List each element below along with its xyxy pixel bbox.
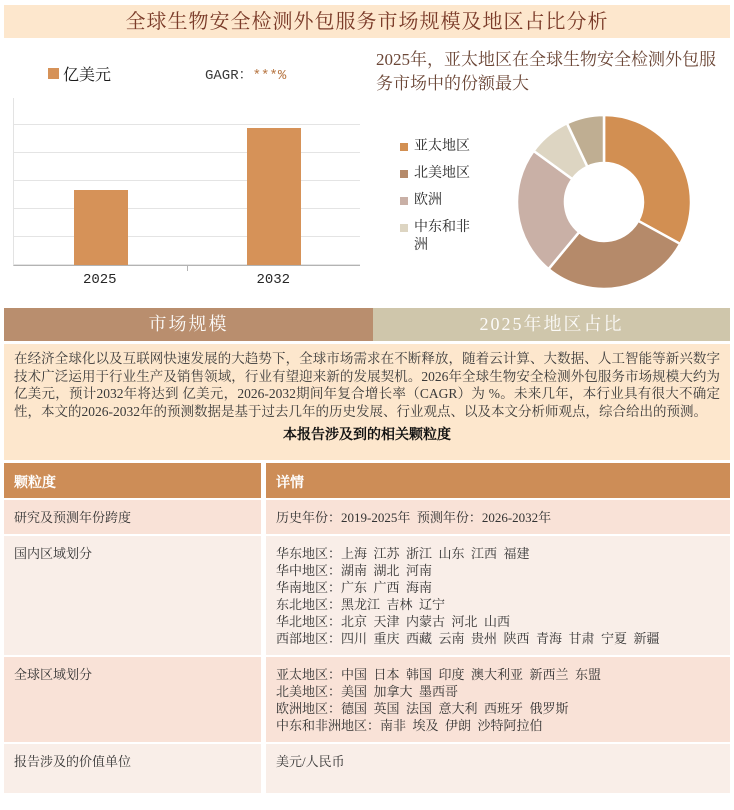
- charts-section: [0, 38, 734, 307]
- page-title-banner: [4, 5, 730, 38]
- section-tabs: [4, 308, 730, 341]
- table-row: [4, 744, 730, 793]
- x-label-2025: 2025: [82, 272, 117, 288]
- detail-line: 欧洲地区：德国 英国 法国 意大利 西班牙 俄罗斯: [276, 701, 569, 716]
- cagr-value: ***%: [252, 68, 287, 84]
- donut-legend-label: 欧洲: [414, 193, 442, 208]
- donut-legend-label: 中东和非洲: [414, 220, 470, 253]
- bar-2032: [247, 128, 301, 265]
- unit-legend-label: 亿美元: [63, 67, 112, 84]
- x-axis-labels: [13, 272, 360, 288]
- cagr-prefix: GAGR：: [205, 68, 253, 84]
- bar-slot-2032: [187, 98, 360, 265]
- table-row: [4, 657, 730, 742]
- donut-legend-item: [400, 138, 480, 156]
- donut-chart: [370, 38, 734, 307]
- tab-region-share[interactable]: 2025年地区占比: [373, 308, 730, 341]
- page-title: 全球生物安全检测外包服务市场规模及地区占比分析: [125, 11, 609, 33]
- row-details: [266, 536, 730, 655]
- detail-line: 华南地区：广东 广西 海南: [276, 580, 433, 595]
- legend-swatch-icon: [400, 224, 408, 232]
- row-label: 报告涉及的价值单位: [4, 744, 261, 793]
- donut-legend-item: [400, 192, 480, 210]
- row-label: 研究及预测年份跨度: [4, 500, 261, 534]
- legend-swatch-icon: [400, 143, 408, 151]
- detail-line: 华东地区：上海 江苏 浙江 山东 江西 福建: [276, 546, 530, 561]
- donut-legend-item: [400, 219, 480, 255]
- legend-swatch-icon: [400, 197, 408, 205]
- detail-line: 北美地区：美国 加拿大 墨西哥: [276, 684, 459, 699]
- detail-line: 中东和非洲地区：南非 埃及 伊朗 沙特阿拉伯: [276, 718, 543, 733]
- row-label: 全球区域划分: [4, 657, 261, 742]
- detail-line: 历史年份：2019-2025年 预测年份：2026-2032年: [276, 510, 552, 525]
- donut-legend-label: 亚太地区: [414, 139, 470, 154]
- detail-line: 华北地区：北京 天津 内蒙古 河北 山西: [276, 614, 511, 629]
- bar-2025: [74, 190, 128, 265]
- tab-market-size[interactable]: 市场规模: [4, 308, 373, 341]
- x-axis-tick: [187, 265, 188, 271]
- bar-chart-legend: [48, 62, 111, 85]
- table-header-details: 详情: [266, 463, 730, 498]
- x-label-2032: 2032: [256, 272, 291, 288]
- row-details: [266, 744, 730, 793]
- cagr-label: [205, 64, 286, 84]
- table-header-row: [4, 463, 730, 498]
- table-row: [4, 500, 730, 534]
- legend-swatch-icon: [400, 170, 408, 178]
- table-header-granularity: 颗粒度: [4, 463, 261, 498]
- donut-plot: [515, 113, 693, 291]
- row-details: [266, 657, 730, 742]
- description-section: [4, 344, 730, 460]
- donut-legend-item: [400, 165, 480, 183]
- detail-line: 东北地区：黑龙江 吉林 辽宁: [276, 597, 446, 612]
- donut-headline: 2025年，亚太地区在全球生物安全检测外包服务市场中的份额最大: [376, 50, 716, 93]
- bar-plot: [13, 98, 360, 266]
- detail-line: 华中地区：湖南 湖北 河南: [276, 563, 433, 578]
- bar-slot-2025: [14, 98, 187, 265]
- row-details: [266, 500, 730, 534]
- bar-chart: [4, 38, 368, 307]
- legend-swatch-icon: [48, 68, 59, 79]
- donut-legend: [400, 138, 480, 264]
- table-body: [4, 500, 730, 793]
- row-label: 国内区域划分: [4, 536, 261, 655]
- detail-line: 美元/人民币: [276, 754, 345, 769]
- donut-legend-label: 北美地区: [414, 166, 470, 181]
- detail-line: 亚太地区：中国 日本 韩国 印度 澳大利亚 新西兰 东盟: [276, 667, 602, 682]
- description-text: 在经济全球化以及互联网快速发展的大趋势下，全球市场需求在不断释放，随着云计算、大数据、人工智能等新兴数字技术广泛运用于行业生产及销售领域，行业有望迎来新的发展契机。2026年全球生物安全检测外包服务市场规模大约为 亿美元，预计2032年将达到 亿美元，2026-2032期间年复合增长率（CAGR）为 %。未来几年，本行业具有很大不确定性，本文的2026-2032年的预测数据是基于过去几年的历史发展、行业观点、以及本文分析师观点，综合给出的预测。: [14, 351, 720, 419]
- granularity-title: 本报告涉及到的相关颗粒度: [283, 428, 451, 443]
- granularity-table: [4, 463, 730, 795]
- table-row: [4, 536, 730, 655]
- detail-line: 西部地区：四川 重庆 西藏 云南 贵州 陕西 青海 甘肃 宁夏 新疆: [276, 631, 660, 646]
